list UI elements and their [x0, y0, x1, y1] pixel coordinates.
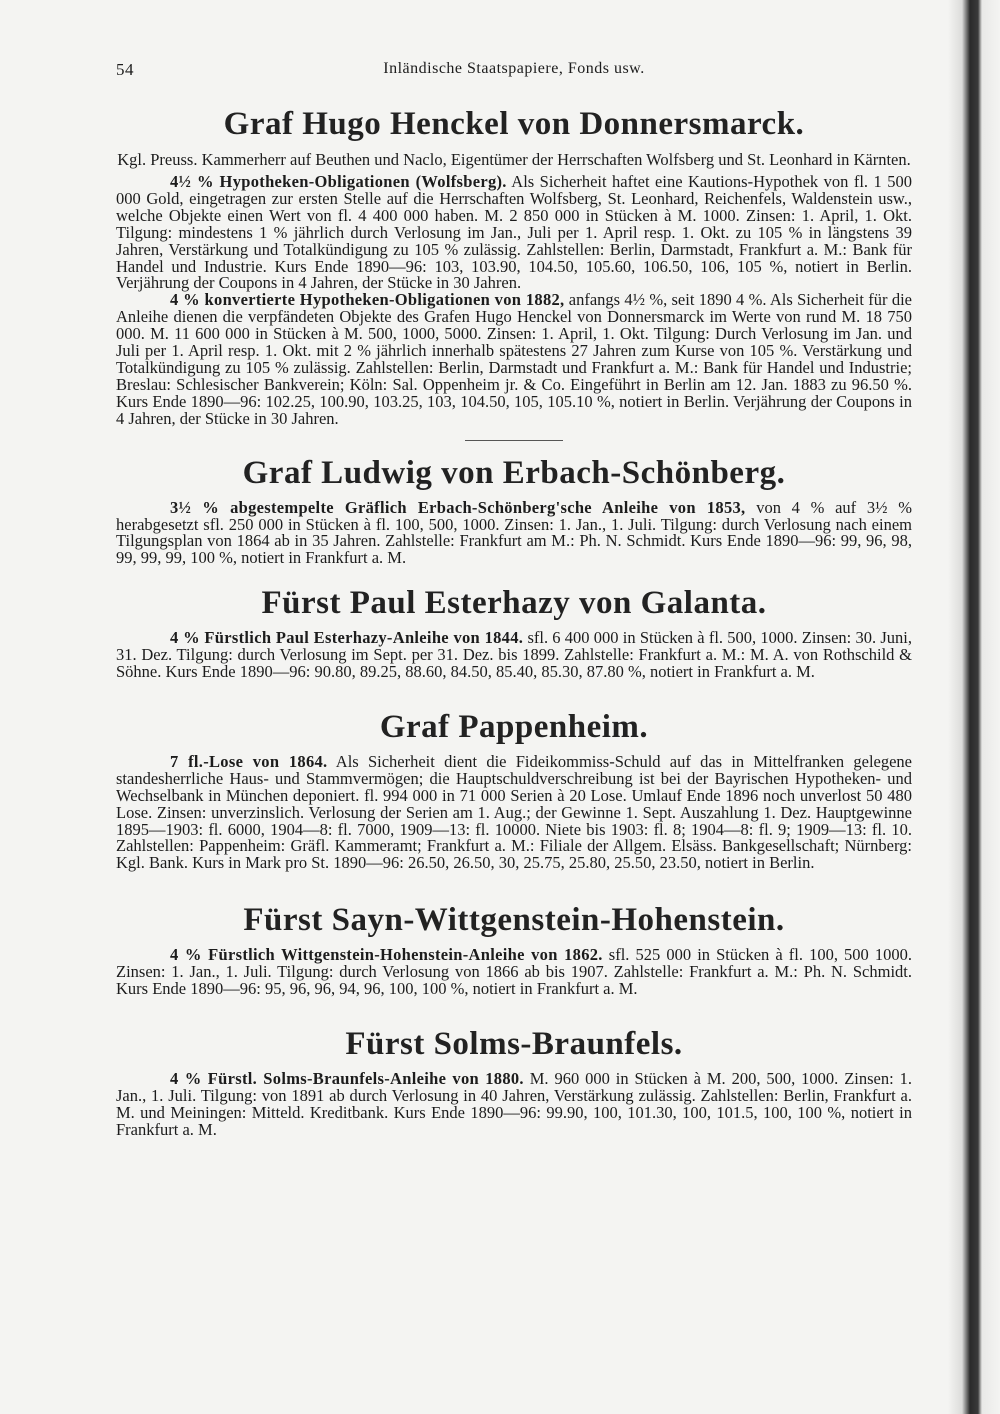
bond-entry	[116, 751, 913, 873]
section-title: Fürst Paul Esterhazy von Galanta.	[261, 585, 767, 622]
bond-entry-text: Als Sicherheit haftet eine Kautions-Hypothek von fl. 1 500 000 Gold, eingetragen zur ersten Stelle auf die Herrschaften Wolfsberg, St. Leonhard, Reichenfels, Waldenstein usw., welche Objekte einen Wert von fl. 4 400 000 haben. M. 2 850 000 in Stücken à M. 1000. Zinsen: 1. April, 1. Okt. Tilgung: mindestens 1 % jährlich durch Verlosung im Jan., Juli per 1. April resp. 1. Okt. zu 105 % in längstens 39 Jahren, Verstärkung und Totalkündigung zu 105 % zulässig. Zahlstellen: Berlin, Darmstadt, Frankfurt a. M.: Bank für Handel und Industrie. Kurs Ende 1890—96: 103, 103.90, 104.50, 105.60, 106.50, 106, 105 %, notiert in Berlin. Verjährung der Coupons in 4 Jahren, der Stücke in 30 Jahren.	[116, 172, 912, 293]
section-esterhazy-galanta	[116, 585, 912, 681]
page-number: 54	[116, 60, 134, 79]
section-erbach-schoenberg	[116, 455, 912, 568]
section-subtitle: Kgl. Preuss. Kammerherr auf Beuthen und Naclo, Eigentümer der Herrschaften Wolfsberg und St. Leonhard in Kärnten.	[117, 150, 911, 169]
section-title: Graf Ludwig von Erbach-Schönberg.	[242, 454, 786, 491]
section-solms-braunfels	[116, 1026, 912, 1139]
bond-entry-lead: 4 % Fürstlich Wittgenstein-Hohenstein-Anleihe von 1862.	[170, 945, 603, 965]
section-pappenheim	[116, 709, 912, 872]
scanned-page-edge	[948, 0, 1000, 1414]
bond-entry	[116, 497, 912, 568]
running-head	[116, 60, 912, 90]
bond-entry-lead: 4 % Fürstlich Paul Esterhazy-Anleihe von 1844.	[170, 628, 524, 648]
bond-entry	[116, 1071, 912, 1139]
bond-entry	[116, 947, 912, 998]
bond-entry	[116, 174, 912, 292]
bond-entry-lead: 3½ % abgestempelte Gräflich Erbach-Schönberg'sche Anleihe von 1853,	[170, 497, 746, 517]
bond-entry-text: von 4 % auf 3½ % herabgesetzt sfl. 250 000 in Stücken à fl. 100, 500, 1000. Zinsen: 1. Jan., 1. Juli. Tilgung: durch Verlosung nach einem Tilgungsplan von 1864 ab in 35 Jahren. Zahlstelle: Frankfurt am M.: Ph. N. Schmidt. Kurs Ende 1890—96: 99, 96, 98, 99, 99, 99, 100 %, notiert in Frankfurt a. M.	[116, 497, 912, 568]
section-divider	[465, 440, 563, 441]
document-page	[116, 60, 912, 1139]
section-title: Graf Pappenheim.	[379, 708, 649, 745]
bond-entry-text: M. 960 000 in Stücken à M. 200, 500, 1000. Zinsen: 1. Jan., 1. Juli. Tilgung: von 1891 ab durch Verlosung in 40 Jahren, Verstärkung zulässig. Zahlstellen: Berlin, Frankfurt a. M. und Meiningen: Mitteld. Kreditbank. Kurs Ende 1890—96: 99.90, 100, 101.30, 100, 101.5, 100, 100 %, notiert in Frankfurt a. M.	[116, 1069, 912, 1139]
bond-entry	[116, 630, 912, 681]
section-title: Graf Hugo Henckel von Donnersmarck.	[223, 106, 805, 142]
bond-entry-text: sfl. 525 000 in Stücken à fl. 100, 500 1000. Zinsen: 1. Jan., 1. Juli. Tilgung: durch Verlosung von 1866 ab bis 1907. Zahlstelle: Frankfurt a. M.: Ph. N. Schmidt. Kurs Ende 1890—96: 95, 96, 96, 94, 96, 100, 100 %, notiert in Frankfurt a. M.	[116, 945, 912, 999]
bond-entry-lead: 4½ % Hypotheken-Obligationen (Wolfsberg).	[170, 172, 507, 191]
bond-entry-lead: 4 % konvertierte Hypotheken-Obligationen von 1882,	[170, 290, 565, 310]
bond-entry-text: Als Sicherheit dient die Fideikommiss-Schuld auf das in Mittelfranken gelegene standesherrliche Haus- und Stammvermögen; die Hauptschuldverschreibung ist bei der Bayrischen Hypotheken- und Wechselbank in München deponiert. fl. 994 000 in 71 000 Serien à 20 Lose. Umlauf Ende 1896 noch unverlost 50 480 Lose. Zinsen: unverzinslich. Verlosung der Serien am 1. Aug.; der Gewinne 1. Sept. Auszahlung 1. Dez. Hauptgewinne 1895—1903: fl. 6000, 1904—8: fl. 7000, 1909—13: fl. 10000. Niete bis 1903: fl. 8; 1904—8: fl. 9; 1909—13: fl. 10. Zahlstellen: Pappenheim: Gräfl. Kammeramt; Frankfurt a. M.: Filiale der Allgem. Elsäss. Bankgesellschaft; Nürnberg: Kgl. Bank. Kurs in Mark pro St. 1890—96: 26.50, 26.50, 30, 25.75, 25.80, 25.50, 23.50, notiert in Berlin.	[116, 751, 913, 873]
bond-entry-text: sfl. 6 400 000 in Stücken à fl. 500, 1000. Zinsen: 30. Juni, 31. Dez. Tilgung: durch Verlosung im Sept. per 31. Dez. bis 1899. Zahlstelle: Frankfurt a. M.: M. A. von Rothschild & Söhne. Kurs Ende 1890—96: 90.80, 89.25, 88.60, 84.50, 85.40, 85.30, 87.80 %, notiert in Frankfurt a. M.	[116, 628, 912, 682]
bond-entry-lead: 4 % Fürstl. Solms-Braunfels-Anleihe von 1880.	[170, 1069, 524, 1088]
section-sayn-wittgenstein	[116, 902, 912, 998]
section-title: Fürst Solms-Braunfels.	[345, 1026, 683, 1062]
bond-entry-lead: 7 fl.-Lose von 1864.	[170, 751, 328, 771]
section-title: Fürst Sayn-Wittgenstein-Hohenstein.	[243, 902, 785, 939]
bond-entry-text: anfangs 4½ %, seit 1890 4 %. Als Sicherheit für die Anleihe dienen die verpfändeten Objekte des Grafen Hugo Henckel von Donnersmarck im Werte von rund M. 18 750 000. M. 11 600 000 in Stücken à M. 500, 1000, 5000. Zinsen: 1. April, 1. Okt. Tilgung: Durch Verlosung im Jan. und Juli per 1. April resp. 1. Okt. mit 2 % jährlich innerhalb spätestens 27 Jahren zum Kurse von 105 %. Verstärkung und Totalkündigung zu 105 % zulässig. Zahlstellen: Berlin, Darmstadt und Frankfurt a. M.: Bank für Handel und Industrie; Breslau: Schlesischer Bankverein; Köln: Sal. Oppenheim jr. & Co. Eingeführt in Berlin am 12. Jan. 1883 zu 96.50 %. Kurs Ende 1890—96: 102.25, 100.90, 103.25, 103, 104.50, 105, 105.10 %, notiert in Berlin. Verjährung der Coupons in 4 Jahren, der Stücke in 30 Jahren.	[116, 290, 912, 428]
running-title: Inländische Staatspapiere, Fonds usw.	[383, 60, 645, 77]
bond-entry	[116, 292, 912, 427]
section-henckel-donnersmarck	[116, 106, 912, 441]
